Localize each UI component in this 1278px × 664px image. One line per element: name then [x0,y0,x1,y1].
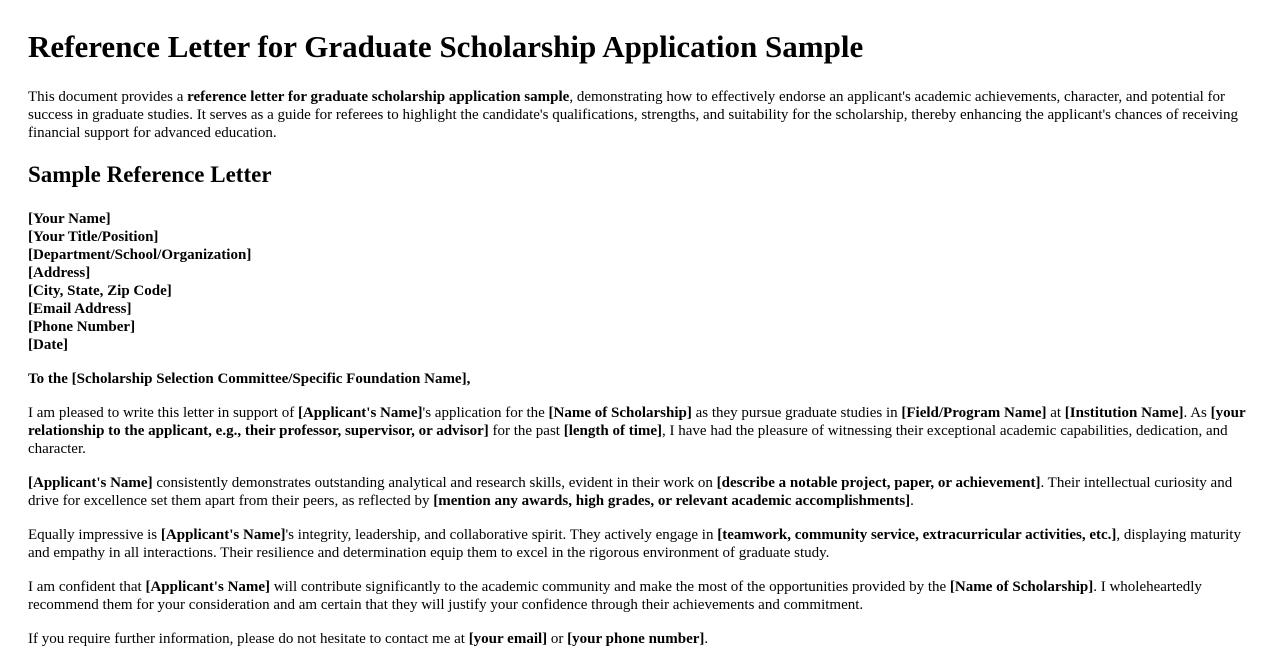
sender-line-address: [Address] [28,265,91,281]
intro-text-before: This document provides a [28,89,188,105]
paragraph-text: for the past [488,423,564,439]
sender-line-name: [Your Name] [28,211,111,227]
sender-line-phone: [Phone Number] [28,319,136,335]
placeholder-text: [Applicant's Name] [160,527,286,543]
letter-body [28,404,1250,648]
placeholder-text: [teamwork, community service, extracurricular activities, etc.] [717,527,1117,543]
sender-line-title: [Your Title/Position] [28,229,159,245]
section-heading: Sample Reference Letter [28,162,272,187]
paragraph-text: I am confident that [28,579,146,595]
paragraph-text: 's application for the [422,405,549,421]
intro-paragraph [28,88,1250,142]
sender-block [28,210,1250,354]
sender-line-city: [City, State, Zip Code] [28,283,172,299]
placeholder-text: [Applicant's Name] [297,405,423,421]
page-title: Reference Letter for Graduate Scholarship Application Sample [28,29,864,64]
sender-line-date: [Date] [28,337,68,353]
placeholder-text: [describe a notable project, paper, or achievement] [716,475,1041,491]
paragraph-text: . As [1183,405,1211,421]
letter-salutation: To the [Scholarship Selection Committee/Specific Foundation Name], [28,371,471,387]
letter-paragraph [28,630,1250,648]
placeholder-text: [Name of Scholarship] [949,579,1094,595]
paragraph-text: or [547,631,568,647]
placeholder-text: [your relationship to the applicant, e.g., their professor, supervisor, or advisor] [28,405,1246,439]
intro-text-bold: reference letter for graduate scholarship application sample [187,89,570,105]
placeholder-text: [Applicant's Name] [145,579,271,595]
placeholder-text: [your phone number] [567,631,705,647]
document-page [28,0,1250,664]
placeholder-text: [Institution Name] [1064,405,1184,421]
paragraph-text: will contribute significantly to the academic community and make the most of the opportunities provided by the [270,579,950,595]
paragraph-text: . I wholeheartedly recommend them for your consideration and am certain that they will justify your confidence through their achievements and commitment. [28,579,1202,613]
sender-line-department: [Department/School/Organization] [28,247,252,263]
placeholder-text: [mention any awards, high grades, or relevant academic accomplishments] [433,493,911,509]
letter-paragraph [28,578,1250,614]
sender-line-email: [Email Address] [28,301,132,317]
placeholder-text: [length of time] [563,423,663,439]
paragraph-text: If you require further information, please do not hesitate to contact me at [28,631,469,647]
paragraph-text: I am pleased to write this letter in support of [28,405,298,421]
intro-text-after: , demonstrating how to effectively endorse an applicant's academic achievements, character, and potential for success in graduate studies. It serves as a guide for referees to highlight the candidate's qualifications, strengths, and suitability for the scholarship, thereby enhancing the applicant's chances of receiving financial support for advanced education. [28,89,1239,141]
paragraph-text: . [704,631,709,647]
paragraph-text: Equally impressive is [28,527,161,543]
paragraph-text: , displaying maturity and empathy in all interactions. Their resilience and determination equip them to excel in the rigorous environment of graduate study. [28,527,1241,561]
placeholder-text: [Applicant's Name] [28,475,153,491]
paragraph-text: , I have had the pleasure of witnessing their exceptional academic capabilities, dedication, and character. [28,423,1228,457]
paragraph-text: . [910,493,914,509]
letter-paragraph [28,474,1250,510]
paragraph-text: . Their intellectual curiosity and drive for excellence set them apart from their peers, as reflected by [28,475,1233,509]
letter-paragraph [28,404,1250,458]
placeholder-text: [Field/Program Name] [901,405,1047,421]
placeholder-text: [Name of Scholarship] [548,405,692,421]
letter-paragraph [28,526,1250,562]
paragraph-text: at [1046,405,1065,421]
paragraph-text: consistently demonstrates outstanding analytical and research skills, evident in their work on [152,475,717,491]
paragraph-text: as they pursue graduate studies in [691,405,902,421]
paragraph-text: 's integrity, leadership, and collaborative spirit. They actively engage in [285,527,718,543]
placeholder-text: [your email] [468,631,548,647]
